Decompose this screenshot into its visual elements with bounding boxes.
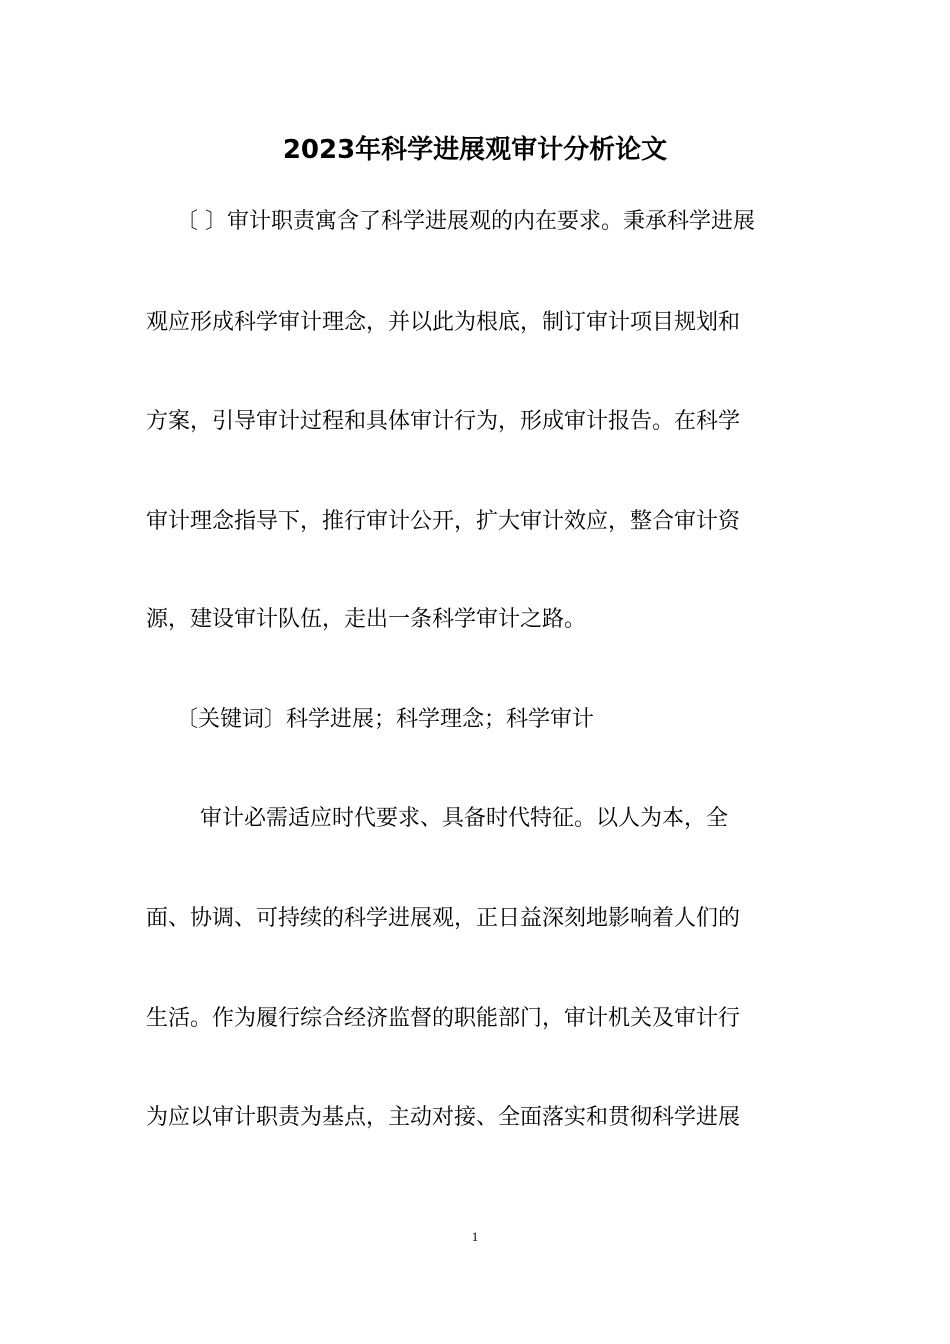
document-title: 2023年科学进展观审计分析论文: [282, 135, 668, 165]
body-line: 为应以审计职责为基点，主动对接、全面落实和贯彻科学进展: [146, 1105, 741, 1130]
abstract-line: 审计理念指导下，推行审计公开，扩大审计效应，整合审计资: [146, 509, 741, 534]
body-line: 面、协调、可持续的科学进展观，正日益深刻地影响着人们的: [146, 906, 741, 931]
page-number: 1: [471, 1229, 479, 1244]
body-line: 生活。作为履行综合经济监督的职能部门，审计机关及审计行: [146, 1006, 741, 1031]
abstract-line: 〔 〕审计职责寓含了科学进展观的内在要求。秉承科学进展: [176, 209, 755, 234]
body-line: 审计必需适应时代要求、具备时代特征。以人为本，全: [200, 806, 729, 831]
abstract-line: 观应形成科学审计理念，并以此为根底，制订审计项目规划和: [146, 310, 741, 335]
keywords-line: 〔关键词〕科学进展；科学理念；科学审计: [176, 707, 595, 732]
abstract-line: 源，建设审计队伍，走出一条科学审计之路。: [146, 607, 587, 632]
abstract-line: 方案，引导审计过程和具体审计行为，形成审计报告。在科学: [146, 409, 741, 434]
